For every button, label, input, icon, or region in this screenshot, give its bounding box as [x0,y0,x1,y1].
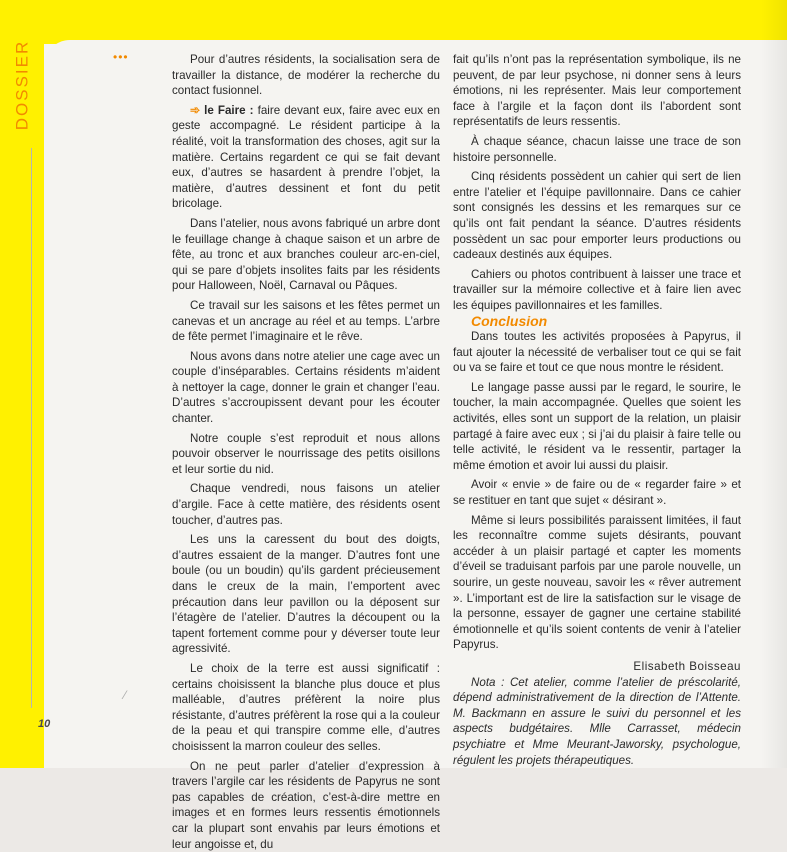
paragraph: Dans l’atelier, nous avons fabriqué un arbre dont le feuillage change à chaque saison et un arbre de fête, au tronc et aux branches couleur arc-en-ciel, qui se pare d’objets insolites faits par les résidents pour Halloween, Noël, Carnaval ou Pâques. [172,216,440,293]
paragraph: Pour d’autres résidents, la socialisation sera de travailler la distance, de modérer la recherche du contact fusionnel. [172,53,440,98]
bullet-dots-icon: ••• [113,50,129,64]
paragraph: fait qu’ils n’ont pas la représentation symbolique, ils ne peuvent, de par leur psychose, ni donner sens à leurs émotions, ni les représenter. Mais leur comportement face à l’argile et la façon dont ils l’abordent sont représentatifs de leurs ressentis. [453,53,741,129]
author-signature: Elisabeth Boisseau [633,659,741,673]
paragraph: Chaque vendredi, nous faisons un atelier d’argile. Face à cette matière, des résidents osent toucher, d’autres pas. [172,482,440,527]
paragraph: À chaque séance, chacun laisse une trace de son histoire personnelle. [453,134,741,164]
side-divider [31,148,32,708]
paragraph: Ce travail sur les saisons et les fêtes permet un canevas et un ancrage au réel et au temps. L’arbre de fête permet l’imaginaire et le rêve. [172,298,440,344]
paragraph-text: faire devant eux, faire avec eux en geste accompagné. Le résident participe à la réalité, voit la transformation des choses, agit sur la matière. Certains regardent ce qui se fait devant eux, d’autres se hasardent à prendre l’objet, la matière, d’autres dessinent et font du petit bricolage. [172,103,440,211]
paragraph: Nous avons dans notre atelier une cage avec un couple d’inséparables. Certains résidents m’aident à nettoyer la cage, donner le grain et changer l’eau. D’autres s’accroupissent devant pour les écouter chanter. [172,349,440,426]
paragraph: Le choix de la terre est aussi significatif : certains choisissent la blanche plus douce et plus malléable, d’autres préfèrent la noire plus résistante, d’autres préfèrent la rose qui a la couleur de la peau et qui transpire comme elle, d’autres choisissent la marron couleur des selles. [172,661,440,753]
section-heading-conclusion: Conclusion [471,312,548,329]
paragraph: Les uns la caressent du bout des doigts, d’autres essaient de la manger. D’autres font une boule (ou un boudin) qu’ils gardent précieusement dans le creux de la main, l’emportent avec précaution dans leur pavillon ou la déposent sur l’étagère de l’atelier. D’autres la découpent ou la tapent fortement comme pour y déverser toute leur agressivité. [172,533,440,656]
paragraph: Cahiers ou photos contribuent à laisser une trace et travailler sur la mémoire collective et à faire lien avec les équipes pavillonnaires et les familles. [453,267,741,312]
paragraph: Même si leurs possibilités paraissent limitées, il faut les reconnaître comme sujets désirants, pouvant accéder à un plaisir partagé et capter les moments d’éveil se traduisant parfois par une parole nouvelle, un sourire, un geste nouveau, savoir les « rêver autrement ». L’important est de lire la satisfaction sur le visage de la personne, essayer de gagner une certaine stabilité émotionnelle et qu’ils soient contents de venir à l’atelier Papyrus. [453,513,741,652]
nota-text: Nota : Cet atelier, comme l’atelier de préscolarité, dépend administrativement de la direction de l’Attente. M. Backmann en assure le suivi du personnel et les aspects budgétaires. Mlle Carrasset, médecin psychiatre et Mme Meurant-Jaworsky, psychologue, régulent les projets thérapeutiques. [453,675,741,767]
text-column-right [453,52,741,768]
paragraph: Le langage passe aussi par le regard, le sourire, le toucher, la main accompagnée. Quelles que soient les activités, elles sont un support de la relation, un plaisir partagé à faire avec eux ; si j’ai du plaisir à faire telle ou telle activité, le résident va le ressentir, partager la même émotion et avoir lui aussi du plaisir. [453,380,741,472]
paragraph: On ne peut parler d’atelier d’expression à travers l’argile car les résidents de Papyrus ne sont pas capables de création, c’est-à-dire mettre en images et en formes leurs ressentis émotionnels car la plupart sont envahis par leurs émotions et leur angoisse et, du [172,759,440,851]
arrow-icon: ➾ [190,102,201,117]
term-le-faire: le Faire : [204,103,254,117]
page-number: 10 [38,718,51,730]
text-column-left [172,52,440,852]
top-color-band [0,0,787,44]
pen-mark-icon: ⁄ [124,688,127,702]
paragraph: Dans toutes les activités proposées à Papyrus, il faut ajouter la nécessité de verbaliser tout ce qui se fait ou va se faire et tout ce que nous montre le résident. [453,330,741,375]
paragraph: Notre couple s’est reproduit et nous allons pouvoir observer le nourrissage des petits oisillons et leur sortie du nid. [172,431,440,476]
paragraph: Avoir « envie » de faire ou de « regarder faire » et se restituer en tant que sujet « désirant ». [453,478,741,508]
section-label [8,30,36,140]
section-label-text: DOSSIER [12,39,31,131]
paragraph-le-faire [172,103,440,212]
page-fold-shadow [761,0,787,768]
paragraph: Cinq résidents possèdent un cahier qui sert de lien entre l’atelier et l’équipe pavillonnaire. Dans ce cahier sont consignés les dessins et les remarques sur ce qu’ils ont fait pendant la séance. D’autres résidents possèdent un sac pour emporter leurs productions ou cadeaux destinés aux équipes. [453,170,741,262]
